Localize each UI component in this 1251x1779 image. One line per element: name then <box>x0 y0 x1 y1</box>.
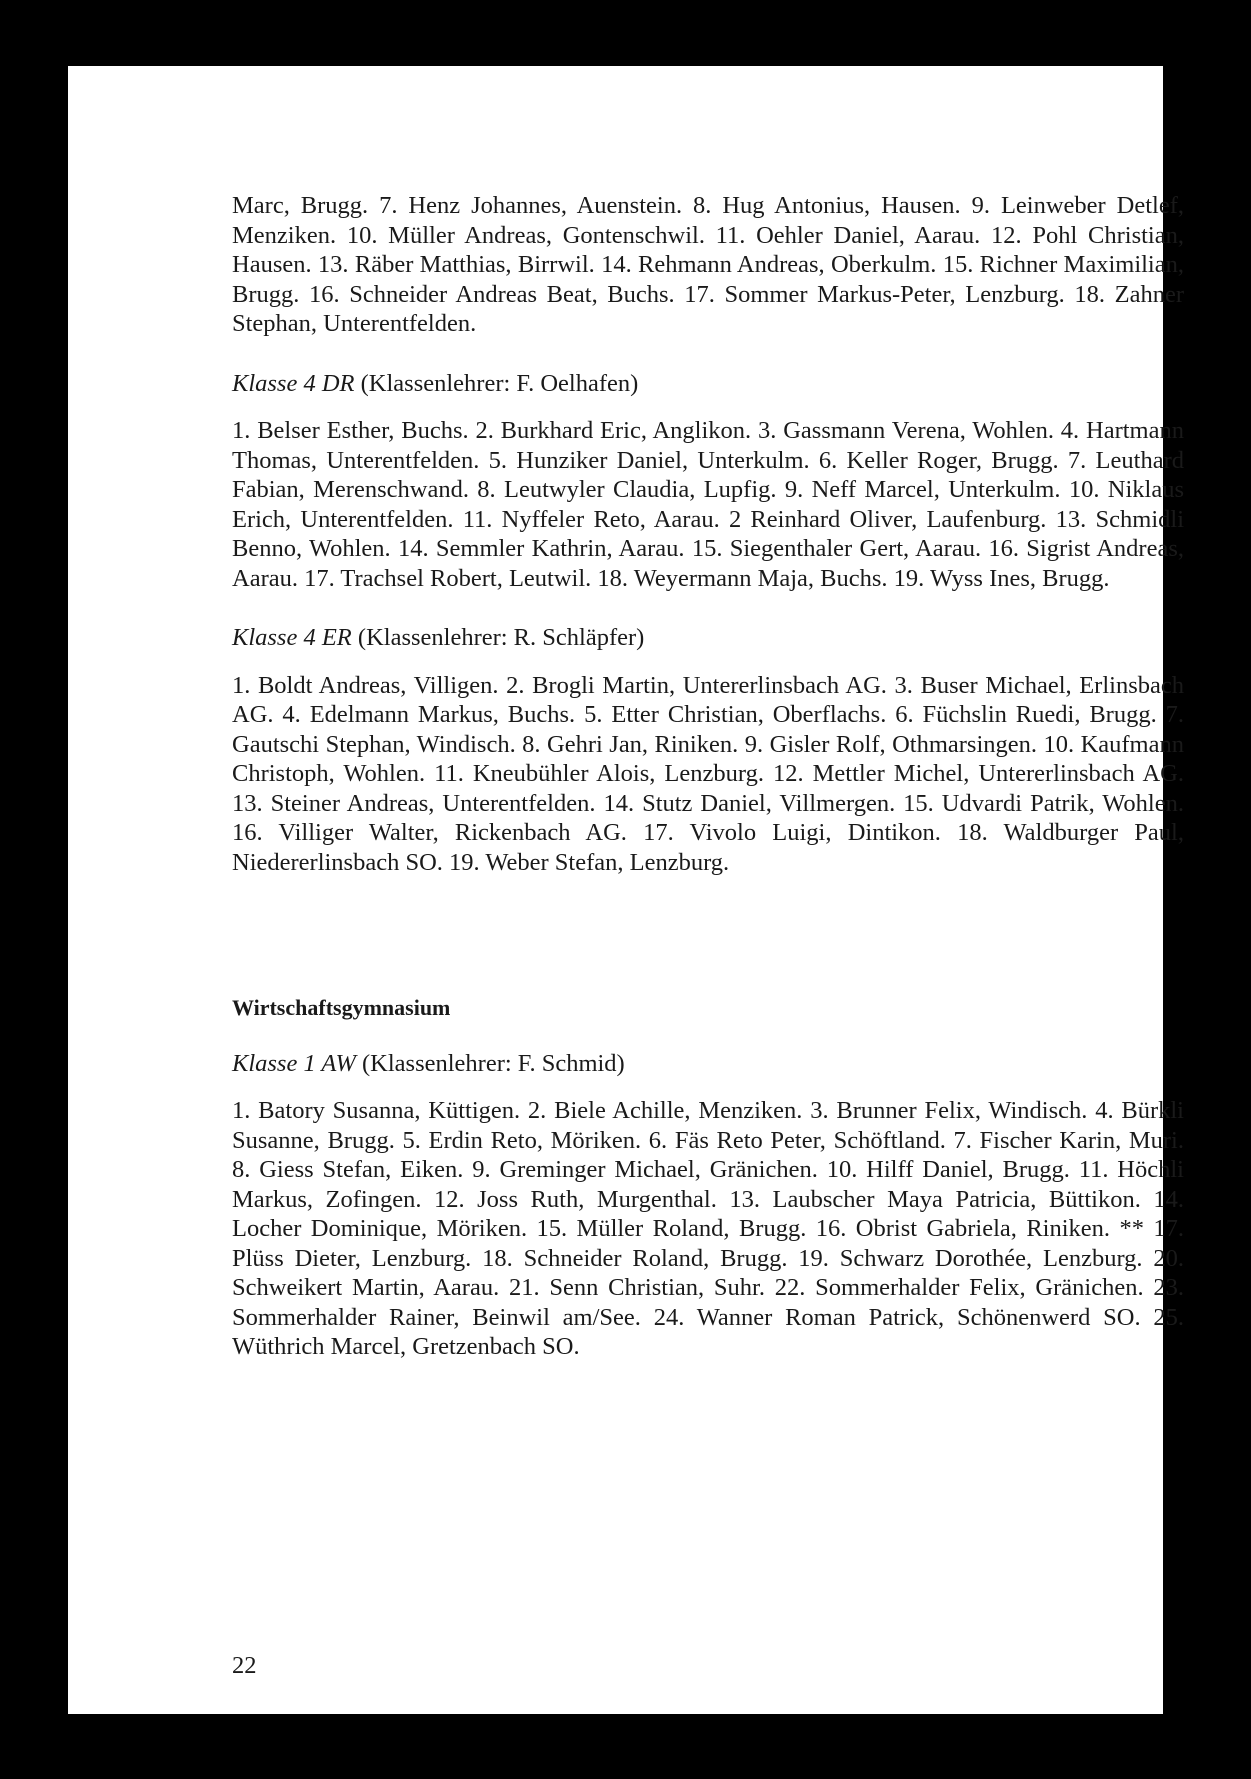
class-heading-4dr <box>232 369 1184 399</box>
continued-student-list: Marc, Brugg. 7. Henz Johannes, Auenstein. 8. Hug Antonius, Hausen. 9. Leinweber Detlef, Menziken. 10. Müller Andreas, Gontenschwil. 11. Oehler Daniel, Aarau. 12. Pohl Christian, Hausen. 13. Räber Matthias, Birrwil. 14. Rehmann Andreas, Oberkulm. 15. Richner Maximilian, Brugg. 16. Schneider Andreas Beat, Buchs. 17. Sommer Markus-Peter, Lenzburg. 18. Zahner Stephan, Unterentfelden. <box>232 192 1184 337</box>
class-teacher: (Klassenlehrer: R. Schläpfer) <box>357 624 645 651</box>
class-name: Klasse 4 DR <box>232 369 355 397</box>
class-teacher: (Klassenlehrer: F. Oelhafen) <box>360 369 639 397</box>
student-list-4dr: 1. Belser Esther, Buchs. 2. Burkhard Eric, Anglikon. 3. Gassmann Verena, Wohlen. 4. Hartmann Thomas, Unterentfelden. 5. Hunziker Daniel, Unterkulm. 6. Keller Roger, Brugg. 7. Leuthard Fabian, Merenschwand. 8. Leutwyler Claudia, Lupfig. 9. Neff Marcel, Unterkulm. 10. Niklaus Erich, Unterentfelden. 11. Nyffeler Reto, Aarau. 2 Reinhard Oliver, Laufenburg. 13. Schmidli Benno, Wohlen. 14. Semmler Kathrin, Aarau. 15. Siegenthaler Gert, Aarau. 16. Sigrist Andreas, Aarau. 17. Trachsel Robert, Leutwil. 18. Weyermann Maja, Buchs. 19. Wyss Ines, Brugg. <box>232 417 1184 592</box>
class-heading-1aw <box>232 1049 1184 1079</box>
section-title: Wirtschaftsgymnasium <box>232 995 451 1020</box>
page-content <box>232 191 1184 1362</box>
class-name: Klasse 1 AW <box>232 1049 356 1077</box>
class-name: Klasse 4 ER <box>232 624 352 651</box>
page-number: 22 <box>232 1652 257 1679</box>
class-teacher: (Klassenlehrer: F. Schmid) <box>362 1049 625 1077</box>
student-list-4er: 1. Boldt Andreas, Villigen. 2. Brogli Martin, Untererlinsbach AG. 3. Buser Michael, Erlinsbach AG. 4. Edelmann Markus, Buchs. 5. Etter Christian, Oberflachs. 6. Füchslin Ruedi, Brugg. 7. Gautschi Stephan, Windisch. 8. Gehri Jan, Riniken. 9. Gisler Rolf, Othmarsingen. 10. Kaufmann Christoph, Wohlen. 11. Kneubühler Alois, Lenzburg. 12. Mettler Michel, Untererlinsbach AG. 13. Steiner Andreas, Unterentfelden. 14. Stutz Daniel, Villmergen. 15. Udvardi Patrik, Wohlen. 16. Villiger Walter, Rickenbach AG. 17. Vivolo Luigi, Dintikon. 18. Waldburger Paul, Niedererlinsbach SO. 19. Weber Stefan, Lenzburg. <box>232 671 1184 876</box>
class-heading-4er <box>232 623 1184 653</box>
document-page <box>68 66 1184 1714</box>
student-list-1aw: 1. Batory Susanna, Küttigen. 2. Biele Achille, Menziken. 3. Brunner Felix, Windisch. 4. Bürkli Susanne, Brugg. 5. Erdin Reto, Möriken. 6. Fäs Reto Peter, Schöftland. 7. Fischer Karin, Muri. 8. Giess Stefan, Eiken. 9. Greminger Michael, Gränichen. 10. Hilff Daniel, Brugg. 11. Höchli Markus, Zofingen. 12. Joss Ruth, Murgenthal. 13. Laubscher Maya Patricia, Büttikon. 14. Locher Dominique, Möriken. 15. Müller Roland, Brugg. 16. Obrist Gabriela, Riniken. ** 17. Plüss Dieter, Lenzburg. 18. Schneider Roland, Brugg. 19. Schwarz Dorothée, Lenzburg. 20. Schweikert Martin, Aarau. 21. Senn Christian, Suhr. 22. Sommerhalder Felix, Gränichen. 23. Sommerhalder Rainer, Beinwil am/See. 24. Wanner Roman Patrick, Schönenwerd SO. 25. Wüthrich Marcel, Gretzenbach SO. <box>232 1097 1184 1360</box>
